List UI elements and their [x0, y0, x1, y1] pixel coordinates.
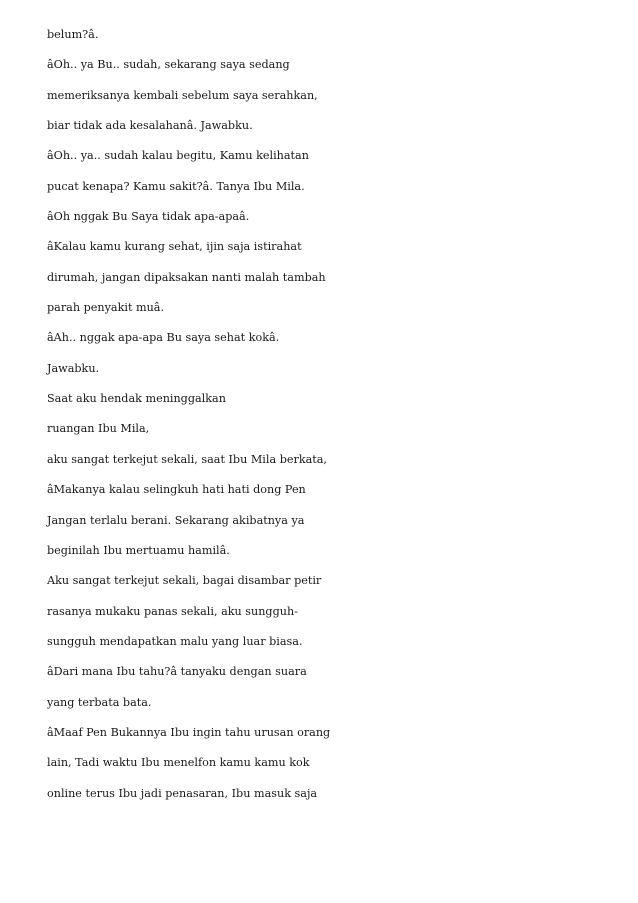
- text-line: âKalau kamu kurang sehat, ijin saja istirahat: [47, 240, 302, 254]
- text-line: âDari mana Ibu tahu?â tanyaku dengan suara: [47, 665, 307, 679]
- text-line: belum?â.: [47, 28, 99, 41]
- text-line: beginilah Ibu mertuamu hamilâ.: [47, 543, 230, 557]
- text-line: Saat aku hendak meninggalkan: [47, 392, 226, 406]
- text-line: online terus Ibu jadi penasaran, Ibu masuk saja: [47, 786, 318, 800]
- text-line: âMakanya kalau selingkuh hati hati dong Pen: [47, 483, 306, 497]
- text-line: Jawabku.: [47, 361, 100, 375]
- text-line: biar tidak ada kesalahanâ. Jawabku.: [47, 119, 253, 133]
- text-line: dirumah, jangan dipaksakan nanti malah tambah: [47, 270, 326, 284]
- text-body: [47, 20, 607, 809]
- text-line: aku sangat terkejut sekali, saat Ibu Mila berkata,: [47, 452, 327, 466]
- text-line: lain, Tadi waktu Ibu menelfon kamu kamu kok: [47, 756, 310, 770]
- text-line: âMaaf Pen Bukannya Ibu ingin tahu urusan orang: [47, 725, 331, 739]
- text-line: Jangan terlalu berani. Sekarang akibatnya ya: [47, 513, 305, 527]
- text-line: rasanya mukaku panas sekali, aku sungguh-: [47, 604, 298, 618]
- text-line: âOh.. ya Bu.. sudah, sekarang saya sedang: [47, 58, 290, 72]
- text-line: yang terbata bata.: [47, 695, 152, 709]
- text-line: ruangan Ibu Mila,: [47, 422, 150, 436]
- text-line: âAh.. nggak apa-apa Bu saya sehat kokâ.: [47, 331, 280, 345]
- text-line: Aku sangat terkejut sekali, bagai disambar petir: [47, 574, 322, 588]
- text-line: parah penyakit muâ.: [47, 301, 165, 315]
- text-line: memeriksanya kembali sebelum saya serahkan,: [47, 88, 318, 102]
- text-line: âOh nggak Bu Saya tidak apa-apaâ.: [47, 210, 250, 224]
- text-line: pucat kenapa? Kamu sakit?â. Tanya Ibu Mila.: [47, 179, 305, 193]
- text-line: sungguh mendapatkan malu yang luar biasa.: [47, 634, 303, 648]
- text-line: âOh.. ya.. sudah kalau begitu, Kamu kelihatan: [47, 149, 309, 163]
